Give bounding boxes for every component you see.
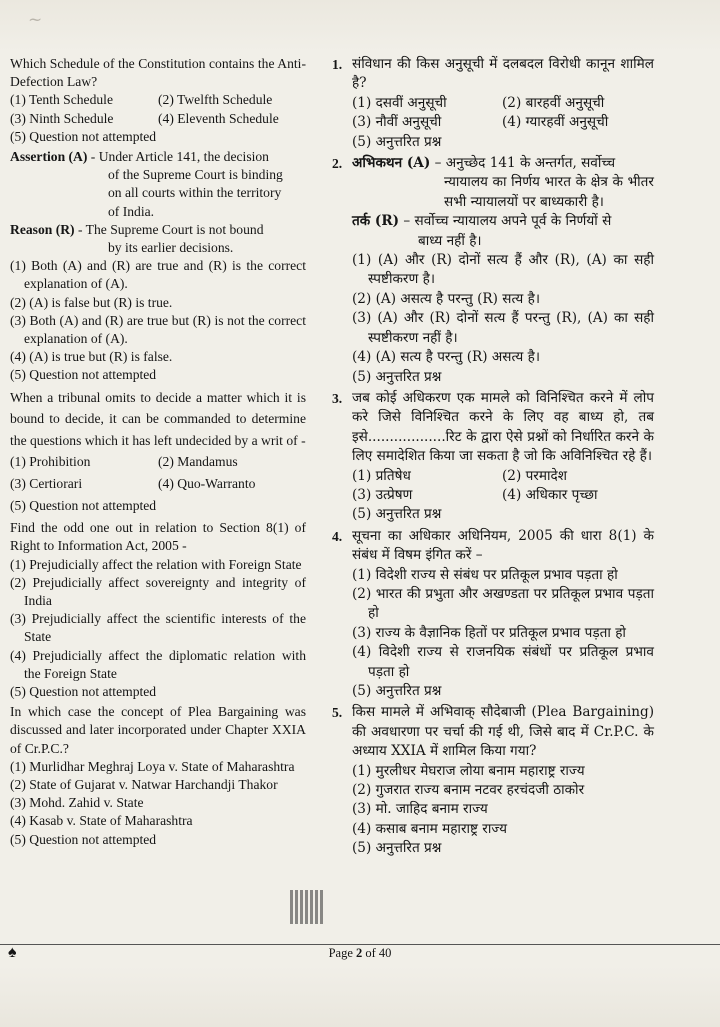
option-1: (1) विदेशी राज्य से संबंध पर प्रतिकूल प्रभाव पड़ता हो	[352, 566, 618, 583]
option-3: (3) राज्य के वैज्ञानिक हितों पर प्रतिकूल प्रभाव पड़ता हो	[352, 624, 626, 641]
assertion-label: Assertion (A)	[10, 149, 88, 165]
reason-text-2: by its earlier decisions.	[108, 240, 234, 256]
question-5-hi	[332, 703, 654, 858]
option-2: (2) Prejudicially affect sovereignty and integrity of India	[10, 574, 306, 608]
reason-label: तर्क (R)	[352, 213, 400, 230]
spade-icon: ♠	[8, 944, 17, 961]
options-grid	[352, 94, 654, 133]
options-grid	[352, 467, 654, 506]
reason-line	[10, 221, 306, 239]
question-3-hi	[332, 389, 654, 525]
option-3: (3) (A) और (R) दोनों सत्य हैं परन्तु (R), (A) का सही स्पष्टीकरण नहीं है।	[352, 310, 654, 346]
question-4-en	[10, 519, 306, 701]
option-5: (5) अनुत्तरित प्रश्न	[352, 840, 442, 857]
question-1-hi	[332, 55, 654, 152]
page-number: 2	[356, 946, 363, 960]
option-1: (1) मुरलीधर मेघराज लोया बनाम महाराष्ट्र राज्य	[352, 762, 585, 779]
scan-bottom-shading	[0, 966, 720, 1027]
option-5: (5) Question not attempted	[10, 683, 157, 699]
option-4: (4) Kasab v. State of Maharashtra	[10, 813, 193, 829]
question-stem: जब कोई अधिकरण एक मामले को विनिश्चित करने में लोप करे जिसे विनिश्चित करने के लिए वह बाध्य हो, तब इसे..................रिट के द्वारा ऐसे प्रश्नों को निर्धारित करने के लिए समादेशित किया जा सकता है जो कि अविनिश्चित रहे हैं।	[352, 389, 654, 465]
qr-code-icon	[290, 890, 324, 924]
question-stem: संविधान की किस अनुसूची में दलबदल विरोधी कानून शामिल है?	[352, 56, 654, 92]
option-2: (2) Twelfth Schedule	[158, 92, 273, 108]
question-stem: सूचना का अधिकार अधिनियम, 2005 की धारा 8(1) के संबंध में विषम इंगित करें –	[352, 527, 654, 564]
question-number: 4.	[332, 528, 343, 544]
reason-text-2: बाध्य नहीं है।	[418, 232, 482, 249]
option-5: (5) अनुत्तरित प्रश्न	[352, 506, 442, 523]
english-column	[10, 55, 306, 851]
option-4: (4) (A) is true but (R) is false.	[10, 349, 173, 365]
option-3: (3) Certiorari	[10, 476, 83, 492]
question-number: 1.	[332, 57, 343, 72]
reason-label: Reason (R)	[10, 221, 75, 237]
option-4: (4) Quo-Warranto	[158, 476, 256, 492]
question-1-en	[10, 55, 306, 146]
option-3: (3) Ninth Schedule	[10, 110, 114, 126]
assertion-text: - Under Article 141, the decision	[87, 149, 269, 165]
question-number: 5.	[332, 705, 343, 721]
option-4: (4) (A) सत्य है परन्तु (R) असत्य है।	[352, 349, 540, 366]
assertion-text: – अनुच्छेद 141 के अन्तर्गत, सर्वोच्च	[430, 155, 616, 172]
footer-divider	[0, 944, 720, 945]
question-stem: Find the odd one out in relation to Section 8(1) of Right to Information Act, 2005 -	[10, 520, 306, 554]
options-grid	[10, 451, 306, 495]
option-1: (1) Prejudicially affect the relation with Foreign State	[10, 556, 302, 572]
option-4: (4) विदेशी राज्य से राजनयिक संबंधों पर प्रतिकूल प्रभाव पड़ता हो	[352, 644, 654, 680]
assertion-line	[10, 148, 306, 166]
reason-line	[352, 212, 654, 231]
option-5: (5) Question not attempted	[10, 498, 157, 514]
option-4: (4) Prejudicially affect the diplomatic relation with the Foreign State	[10, 647, 306, 681]
assertion-line	[352, 154, 654, 173]
option-2: (2) परमादेश	[502, 467, 567, 484]
option-2: (2) (A) असत्य है परन्तु (R) सत्य है।	[352, 290, 540, 307]
question-5-en	[10, 703, 306, 849]
reason-text: - The Supreme Court is not bound	[74, 221, 264, 237]
option-5: (5) Question not attempted	[10, 831, 157, 847]
option-5: (5) Question not attempted	[10, 367, 157, 383]
question-2-hi	[332, 154, 654, 387]
hindi-column	[332, 55, 654, 861]
option-1: (1) Both (A) and (R) are true and (R) is the correct explanation of (A).	[10, 258, 306, 292]
question-stem: In which case the concept of Plea Bargaining was discussed and later incorporated under Chapter XXIA of Cr.P.C.?	[10, 704, 306, 756]
assertion-label: अभिकथन (A)	[352, 155, 431, 172]
option-2: (2) बारहवीं अनुसूची	[502, 94, 605, 111]
assertion-text-2: of the Supreme Court is binding	[108, 167, 283, 183]
option-2: (2) गुजरात राज्य बनाम नटवर हरचंदजी ठाकोर	[352, 782, 585, 799]
option-2: (2) (A) is false but (R) is true.	[10, 294, 173, 310]
option-3: (3) मो. जाहिद बनाम राज्य	[352, 801, 488, 818]
page-prefix: Page	[328, 946, 356, 960]
question-number: 2.	[332, 156, 343, 172]
option-4: (4) ग्यारहवीं अनुसूची	[502, 114, 609, 131]
option-5: (5) अनुत्तरित प्रश्न	[352, 683, 442, 699]
option-4: (4) कसाब बनाम महाराष्ट्र राज्य	[352, 820, 508, 837]
option-2: (2) Mandamus	[158, 454, 238, 470]
question-4-hi	[332, 527, 654, 702]
option-2: (2) State of Gujarat v. Natwar Harchandji Thakor	[10, 777, 278, 792]
option-3: (3) नौवीं अनुसूची	[352, 114, 442, 131]
option-1: (1) Prohibition	[10, 454, 91, 470]
question-3-en	[10, 387, 306, 518]
option-4: (4) अधिकार पृच्छा	[502, 486, 598, 503]
question-stem: Which Schedule of the Constitution contains the Anti-Defection Law?	[10, 56, 306, 90]
option-1: (1) Murlidhar Meghraj Loya v. State of Maharashtra	[10, 758, 295, 774]
page-suffix: of 40	[362, 946, 392, 960]
option-1: (1) (A) और (R) दोनों सत्य हैं और (R), (A) का सही स्पष्टीकरण है।	[352, 252, 654, 288]
assertion-text-4: of India.	[108, 203, 155, 219]
option-3: (3) Prejudicially affect the scientific interests of the State	[10, 611, 306, 645]
option-5: (5) अनुत्तरित प्रश्न	[352, 133, 442, 150]
option-1: (1) Tenth Schedule	[10, 92, 113, 108]
question-stem: किस मामले में अभिवाक् सौदेबाजी (Plea Bargaining) की अवधारणा पर चर्चा की गई थी, जिसे बाद में Cr.P.C. के अध्याय XXIA में शामिल किया गया?	[352, 704, 654, 760]
question-number: 3.	[332, 390, 343, 406]
option-5: (5) Question not attempted	[10, 128, 157, 144]
assertion-text-2: न्यायालय का निर्णय भारत के क्षेत्र के भीतर सभी न्यायालयों पर बाध्यकारी है।	[444, 174, 654, 210]
reason-text: – सर्वोच्च न्यायालय अपने पूर्व के निर्णयों से	[399, 213, 612, 230]
options-grid	[10, 91, 306, 127]
option-4: (4) Eleventh Schedule	[158, 110, 279, 126]
option-3: (3) उत्प्रेषण	[352, 486, 413, 503]
option-3: (3) Both (A) and (R) are true but (R) is not the correct explanation of (A).	[10, 312, 306, 347]
option-1: (1) दसवीं अनुसूची	[352, 94, 447, 111]
option-2: (2) भारत की प्रभुता और अखण्डता पर प्रतिकूल प्रभाव पड़ता हो	[352, 585, 654, 622]
assertion-text-3: on all courts within the territory	[108, 185, 282, 201]
option-5: (5) अनुत्तरित प्रश्न	[352, 368, 442, 385]
question-stem: When a tribunal omits to decide a matter which it is bound to decide, it can be commanded to determine the questions which it has left undecided by a writ of -	[10, 389, 306, 448]
option-3: (3) Mohd. Zahid v. State	[10, 795, 144, 811]
question-2-en	[10, 148, 306, 385]
faint-header-mark: ~	[28, 10, 43, 30]
option-1: (1) प्रतिषेध	[352, 467, 411, 484]
page-footer	[0, 946, 720, 961]
scan-top-shading	[0, 0, 720, 52]
